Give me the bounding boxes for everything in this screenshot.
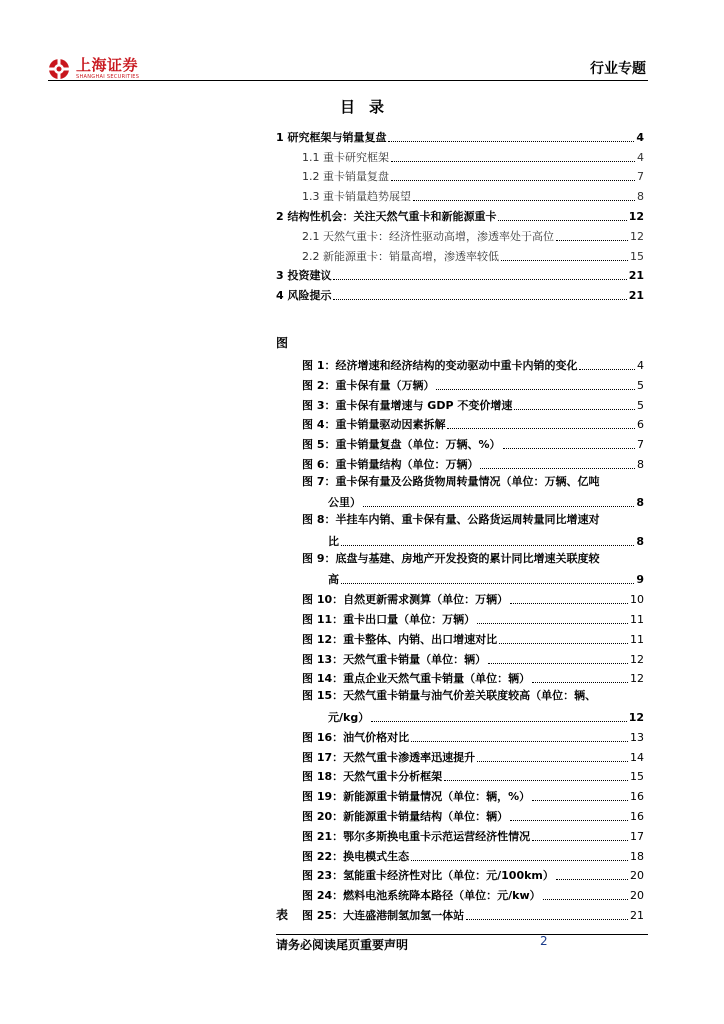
figure-page: 12 [628,710,644,724]
toc-title: 目录 [339,98,398,116]
entry-label: 图 2：重卡保有量（万辆） [302,378,435,392]
figure-label-cont: 高 [328,573,339,587]
toc-figure[interactable] [276,745,644,765]
entry-label: 图 13：天然气重卡销量（单位：辆） [302,652,487,666]
toc-entry[interactable] [276,145,644,165]
leader-dots [388,141,634,142]
leader-dots [341,545,634,546]
leader-dots [447,428,635,429]
entry-label: 图 25：大连盛港制氢加氢一体站 [302,908,465,922]
toc-figure[interactable] [276,393,644,413]
entry-page: 4 [636,130,644,144]
toc-figure[interactable] [276,647,644,667]
toc-entry[interactable] [276,184,644,204]
page-number: 2 [540,934,548,948]
leader-dots [477,761,628,762]
leader-dots [510,820,628,821]
toc-entry[interactable] [276,264,644,284]
leader-dots [498,220,626,221]
entry-page: 8 [637,457,644,471]
logo-name-cn: 上海证券 [76,56,139,74]
entry-page: 5 [637,398,644,412]
entry-label: 3 投资建议 [276,269,332,283]
leader-dots [341,583,634,584]
leader-dots [480,468,635,469]
entry-label: 4 风险提示 [276,289,332,303]
entry-label: 2.2 新能源重卡：销量高增，渗透率较低 [302,249,499,263]
entry-label: 2 结构性机会：关注天然气重卡和新能源重卡 [276,209,497,223]
entry-page: 16 [630,809,644,823]
leader-dots [391,161,635,162]
logo-name-en: SHANGHAI SECURITIES [76,74,140,80]
entry-page: 18 [630,849,644,863]
toc-figure[interactable] [276,844,644,864]
entry-page: 10 [630,593,644,607]
entry-label: 图 18：天然气重卡分析框架 [302,770,443,784]
toc-figure[interactable] [276,824,644,844]
toc-figure-9[interactable] [276,549,644,588]
toc-figure[interactable] [276,765,644,785]
toc-figure[interactable] [276,725,644,745]
figure-label: 图 15：天然气重卡销量与油气价差关联度较高（单位：辆、 [302,689,597,703]
toc-list [276,125,644,923]
figure-label-cont: 元/kg） [328,710,370,724]
company-logo [48,56,139,82]
figure-page: 8 [636,496,644,510]
toc-figure[interactable] [276,667,644,687]
entry-label: 图 21：鄂尔多斯换电重卡示范运营经济性情况 [302,829,531,843]
entry-page: 15 [630,249,644,263]
leader-dots [532,682,628,683]
entry-page: 4 [637,358,644,372]
toc-figure-15[interactable] [276,686,644,725]
leader-dots [363,506,634,507]
toc-figure[interactable] [276,784,644,804]
leader-dots [436,389,635,390]
entry-page: 20 [630,889,644,903]
entry-label: 图 22：换电模式生态 [302,849,410,863]
leader-dots [501,260,628,261]
entry-label: 2.1 天然气重卡：经济性驱动高增，渗透率处于高位 [302,229,554,243]
leader-dots [371,721,626,722]
leader-dots [543,899,628,900]
entry-label: 图 20：新能源重卡销量结构（单位：辆） [302,809,509,823]
leader-dots [556,879,628,880]
entry-label: 1 研究框架与销量复盘 [276,130,387,144]
figure-page: 8 [636,534,644,548]
entry-label: 图 17：天然气重卡渗透率迅速提升 [302,750,476,764]
footer-divider [276,934,648,935]
toc-figure[interactable] [276,587,644,607]
toc-figure[interactable] [276,452,644,472]
entry-label: 图 24：燃料电池系统降本路径（单位：元/kw） [302,889,541,903]
leader-dots [499,643,628,644]
leader-dots [532,800,628,801]
leader-dots [411,741,628,742]
entry-label: 图 6：重卡销量结构（单位：万辆） [302,457,479,471]
toc-figure[interactable] [276,883,644,903]
leader-dots [503,448,635,449]
entry-label: 图 4：重卡销量驱动因素拆解 [302,418,446,432]
leader-dots [488,663,628,664]
entry-page: 7 [637,438,644,452]
entry-page: 11 [630,632,644,646]
entry-label: 图 11：重卡出口量（单位：万辆） [302,613,476,627]
figure-label-cont: 比 [328,534,339,548]
entry-label: 图 16：油气价格对比 [302,730,410,744]
entry-page: 21 [628,269,644,283]
toc-entry[interactable] [276,244,644,264]
leader-dots [532,840,628,841]
entry-page: 21 [630,908,644,922]
toc-entry[interactable] [276,204,644,224]
entry-page: 5 [637,378,644,392]
entry-page: 21 [628,289,644,303]
toc-figure[interactable] [276,413,644,433]
entry-page: 11 [630,613,644,627]
entry-page: 12 [630,672,644,686]
toc-figure[interactable] [276,627,644,647]
entry-page: 12 [628,209,644,223]
leader-dots [466,919,628,920]
entry-label: 图 19：新能源重卡销量情况（单位：辆，%） [302,790,531,804]
entry-page: 8 [637,190,644,204]
leader-dots [579,369,635,370]
leader-dots [444,780,628,781]
leader-dots [514,409,635,410]
entry-page: 16 [630,790,644,804]
toc-figure[interactable] [276,607,644,627]
entry-label: 1.3 重卡销量趋势展望 [302,190,411,204]
entry-label: 图 5：重卡销量复盘（单位：万辆、%） [302,438,501,452]
leader-dots [556,240,628,241]
entry-label: 图 14：重点企业天然气重卡销量（单位：辆） [302,672,531,686]
figure-label: 图 7：重卡保有量及公路货物周转量情况（单位：万辆、亿吨 [302,474,600,488]
entry-page: 13 [630,730,644,744]
page-header [48,52,648,82]
logo-icon [48,58,70,80]
entry-label: 1.2 重卡销量复盘 [302,170,389,184]
leader-dots [333,279,626,280]
toc-figure[interactable] [276,804,644,824]
entry-page: 12 [630,229,644,243]
entry-page: 17 [630,829,644,843]
figure-label-cont: 公里） [328,496,361,510]
toc-figure-8[interactable] [276,510,644,549]
entry-label: 图 12：重卡整体、内销、出口增速对比 [302,632,498,646]
entry-page: 12 [630,652,644,666]
leader-dots [413,200,635,201]
header-divider [48,80,648,81]
leader-dots [333,299,626,300]
entry-label: 图 10：自然更新需求测算（单位：万辆） [302,593,509,607]
report-category: 行业专题 [590,61,646,77]
toc-figure[interactable] [276,864,644,884]
entry-page: 14 [630,750,644,764]
leader-dots [391,180,635,181]
leader-dots [510,603,628,604]
disclaimer-note: 请务必阅读尾页重要声明 [276,938,409,952]
entry-label: 图 23：氢能重卡经济性对比（单位：元/100km） [302,869,554,883]
entry-page: 20 [630,869,644,883]
entry-label: 图 1：经济增速和经济结构的变动驱动中重卡内销的变化 [302,358,578,372]
toc-entry[interactable] [276,283,644,303]
entry-label: 1.1 重卡研究框架 [302,150,389,164]
toc-figure[interactable] [276,373,644,393]
entry-label: 图 3：重卡保有量增速与 GDP 不变价增速 [302,398,513,412]
tables-heading: 表 [276,908,289,922]
toc-entry[interactable] [276,224,644,244]
toc-entry[interactable] [276,125,644,145]
figure-label: 图 8：半挂车内销、重卡保有量、公路货运周转量同比增速对 [302,513,600,527]
entry-page: 15 [630,770,644,784]
toc-figure[interactable] [276,432,644,452]
toc-figure[interactable] [276,903,644,923]
leader-dots [477,623,628,624]
leader-dots [411,860,628,861]
figure-page: 9 [636,573,644,587]
toc-figure[interactable] [276,353,644,373]
figures-heading: 图 [276,336,289,351]
figure-label: 图 9：底盘与基建、房地产开发投资的累计同比增速关联度较 [302,551,600,565]
toc-entry[interactable] [276,165,644,185]
toc-figure-7[interactable] [276,472,644,511]
entry-page: 6 [637,418,644,432]
entry-page: 4 [637,150,644,164]
entry-page: 7 [637,170,644,184]
